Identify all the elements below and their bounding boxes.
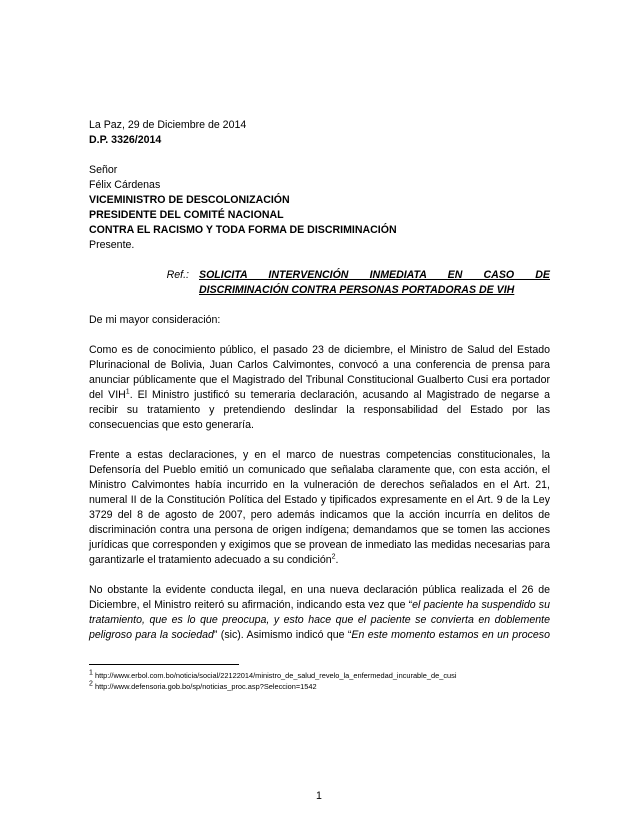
- reference-label: Ref.:: [166, 269, 189, 281]
- paragraph-2-text-b: .: [335, 554, 339, 566]
- reference-subject: SOLICITA INTERVENCIÓN INMEDIATA EN CASO DE DISCRIMINACIÓN CONTRA PERSONAS PORTADORAS DE VIH: [199, 269, 550, 296]
- paragraph-3-text-b: ” (sic). Asimismo indicó que “: [213, 629, 352, 641]
- recipient-salutation: Señor: [89, 164, 118, 176]
- footnotes: [89, 670, 550, 692]
- recipient-name: Félix Cárdenas: [89, 179, 161, 191]
- paragraph-1-text-a: Como es de conocimiento público, el pasado 23 de diciembre, el Ministro de Salud del Estado Plurinacional de Bolivia, Juan Carlos Calvimontes, convocó a una conferencia de prensa para anunciar públicamente que el Magistrado del Tribunal Constitucional Gualberto Cusi era portador del VIH: [89, 344, 550, 401]
- recipient-title-3: CONTRA EL RACISMO Y TODA FORMA DE DISCRIMINACIÓN: [89, 224, 397, 236]
- footnote-ref-2: 2: [331, 553, 336, 561]
- greeting: De mi mayor consideración:: [89, 314, 221, 326]
- paragraph-2: [89, 448, 550, 568]
- footnote-1-number: 1: [89, 669, 93, 677]
- letter-date: La Paz, 29 de Diciembre de 2014: [89, 119, 247, 131]
- footnote-1: [89, 670, 550, 681]
- paragraph-3-text-a: No obstante la evidente conducta ilegal, en una nueva declaración pública realizada el 26 de Diciembre, el Ministro reiteró su afirmación, indicando esta vez que “: [89, 584, 550, 611]
- recipient-title-1: VICEMINISTRO DE DESCOLONIZACIÓN: [89, 194, 290, 206]
- footnote-2: [89, 681, 550, 692]
- paragraph-3-quote-2: En este momento estamos en un proceso: [351, 629, 550, 641]
- footnote-2-link[interactable]: http://www.defensoria.gob.bo/sp/noticias_proc.asp?Seleccion=1542: [92, 682, 317, 691]
- footnote-separator: [89, 664, 239, 665]
- paragraph-2-text-a: Frente a estas declaraciones, y en el marco de nuestras competencias constitucionales, la Defensoría del Pueblo emitió un comunicado que señalaba claramente que, con esta acción, el Ministro Calvimontes había incurrido en la vulneración de derechos señalados en el Art. 21, numeral II de la Constitución Política del Estado y tipificados expresamente en el Art. 9 de la Ley 3729 del 8 de agosto de 2007, pero además indicamos que la acción incurría en delitos de discriminación contra una persona de origen indígena; demandamos que se tomen las acciones jurídicas que corresponden y exigimos que se provean de inmediato las medidas necesarias para garantizarle el tratamiento adecuado a su condición: [89, 449, 550, 566]
- paragraph-1: [89, 343, 550, 433]
- reference-line: [89, 268, 550, 298]
- paragraph-1-text-b: . El Ministro justificó su temeraria declaración, acusando al Magistrado de negarse a recibir su tratamiento y pretendiendo deslindar la responsabilidad del Estado por las consecuencias que esto generaría.: [89, 389, 550, 431]
- recipient-presente: Presente.: [89, 239, 135, 251]
- reference-number: D.P. 3326/2014: [89, 134, 162, 146]
- footnote-1-link[interactable]: http://www.erbol.com.bo/noticia/social/22122014/ministro_de_salud_revelo_la_enfermedad_incurable_de_cusi: [92, 671, 457, 680]
- page-number: 1: [316, 790, 322, 802]
- letter-body: [89, 118, 550, 643]
- footnote-ref-1: 1: [125, 388, 130, 396]
- recipient-title-2: PRESIDENTE DEL COMITÉ NACIONAL: [89, 209, 284, 221]
- paragraph-3-quote-1: el paciente ha suspendido su tratamiento, que es lo que preocupa, y esto hace que el paciente se convierta en doblemente peligroso para la sociedad: [89, 599, 550, 641]
- paragraph-3: [89, 583, 550, 643]
- footnote-2-number: 2: [89, 680, 93, 688]
